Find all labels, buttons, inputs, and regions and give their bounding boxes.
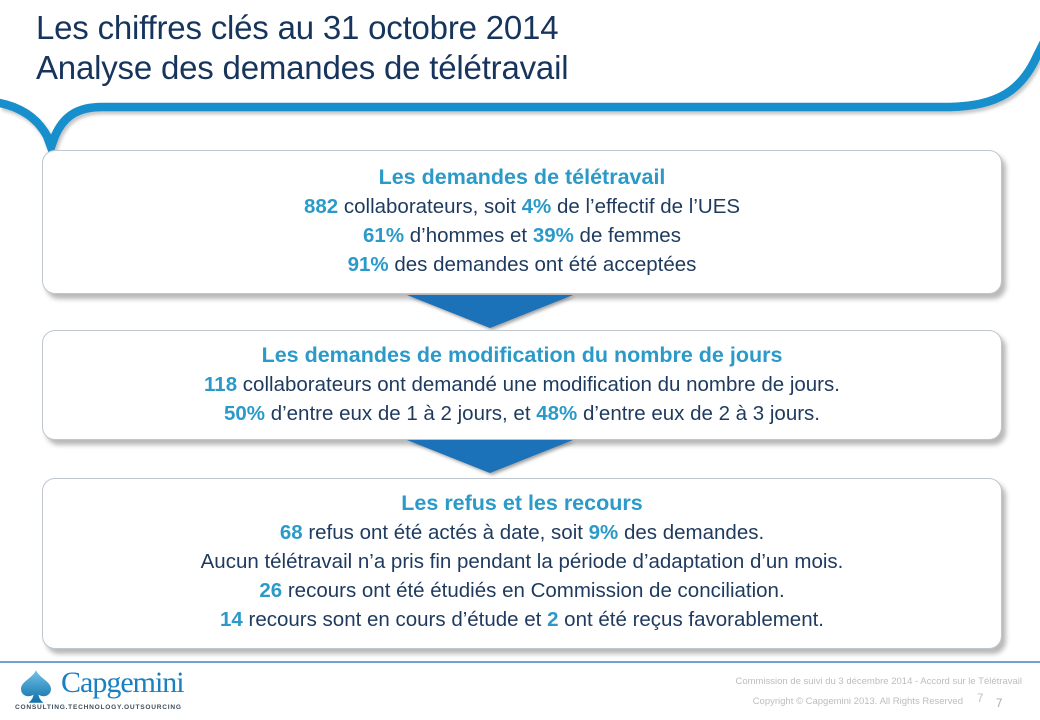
slide-title [36, 8, 568, 88]
text-segment: de femmes [573, 224, 681, 247]
slide-title-line1: Les chiffres clés au 31 octobre 2014 [36, 9, 559, 46]
text-segment: ont été reçus favorablement. [558, 608, 824, 631]
box-line [43, 370, 1001, 399]
capgemini-logo [14, 666, 204, 718]
box-line [43, 518, 1001, 547]
highlight-number: 118 [204, 373, 238, 396]
footer-commission-text: Commission de suivi du 3 décembre 2014 - Accord sur le Télétravail [735, 676, 1022, 687]
highlight-number: 50% [223, 402, 265, 425]
highlight-number: 39% [532, 224, 574, 247]
text-segment: collaborateurs, soit [338, 195, 522, 218]
logo-tagline: CONSULTING.TECHNOLOGY.OUTSOURCING [15, 704, 182, 711]
highlight-number: 26 [259, 579, 283, 602]
text-segment: des demandes. [618, 521, 765, 544]
text-segment: des demandes ont été acceptées [388, 253, 697, 276]
text-segment: d’hommes et [404, 224, 533, 247]
page-number-duplicate: 7 [996, 698, 1003, 710]
down-arrow-icon [407, 440, 573, 473]
highlight-number: 14 [220, 608, 243, 631]
down-arrow-icon [407, 295, 573, 328]
box-title: Les refus et les recours [401, 491, 643, 515]
box-title: Les demandes de modification du nombre de jours [261, 343, 783, 367]
box-body [43, 192, 1001, 279]
box-line [43, 221, 1001, 250]
text-segment: refus ont été actés à date, soit [302, 521, 589, 544]
slide-title-line2: Analyse des demandes de télétravail [36, 49, 569, 86]
text-segment: recours ont été étudiés en Commission de conciliation. [282, 579, 785, 602]
box-line [43, 250, 1001, 279]
text-segment: d’entre eux de 2 à 3 jours. [577, 402, 821, 425]
highlight-number: 68 [279, 521, 303, 544]
highlight-number: 4% [521, 195, 552, 218]
text-segment: recours sont en cours d’étude et [242, 608, 548, 631]
box-title: Les demandes de télétravail [378, 165, 666, 189]
box-demandes-modification [42, 330, 1002, 440]
box-demandes-teletravail [42, 150, 1002, 294]
highlight-number: 61% [363, 224, 405, 247]
highlight-number: 91% [347, 253, 389, 276]
page-number: 7 [977, 693, 984, 705]
text-segment: d’entre eux de 1 à 2 jours, et [265, 402, 537, 425]
highlight-number: 2 [547, 608, 559, 631]
highlight-number: 48% [536, 402, 578, 425]
footer-divider [0, 661, 1040, 663]
text-segment: de l’effectif de l’UES [551, 195, 741, 218]
box-line [43, 547, 1001, 576]
logo-wordmark: Capgemini [61, 666, 184, 699]
box-body [43, 518, 1001, 634]
box-body [43, 370, 1001, 428]
text-segment: Aucun télétravail n’a pris fin pendant la période d’adaptation d’un mois. [200, 550, 844, 573]
box-refus-recours [42, 478, 1002, 649]
highlight-number: 882 [303, 195, 339, 218]
footer-copyright-text: Copyright © Capgemini 2013. All Rights Reserved [752, 696, 963, 707]
box-line [43, 399, 1001, 428]
box-line [43, 192, 1001, 221]
spade-icon [14, 669, 58, 704]
highlight-number: 9% [588, 521, 619, 544]
box-line [43, 576, 1001, 605]
box-line [43, 605, 1001, 634]
text-segment: collaborateurs ont demandé une modification du nombre de jours. [237, 373, 840, 396]
